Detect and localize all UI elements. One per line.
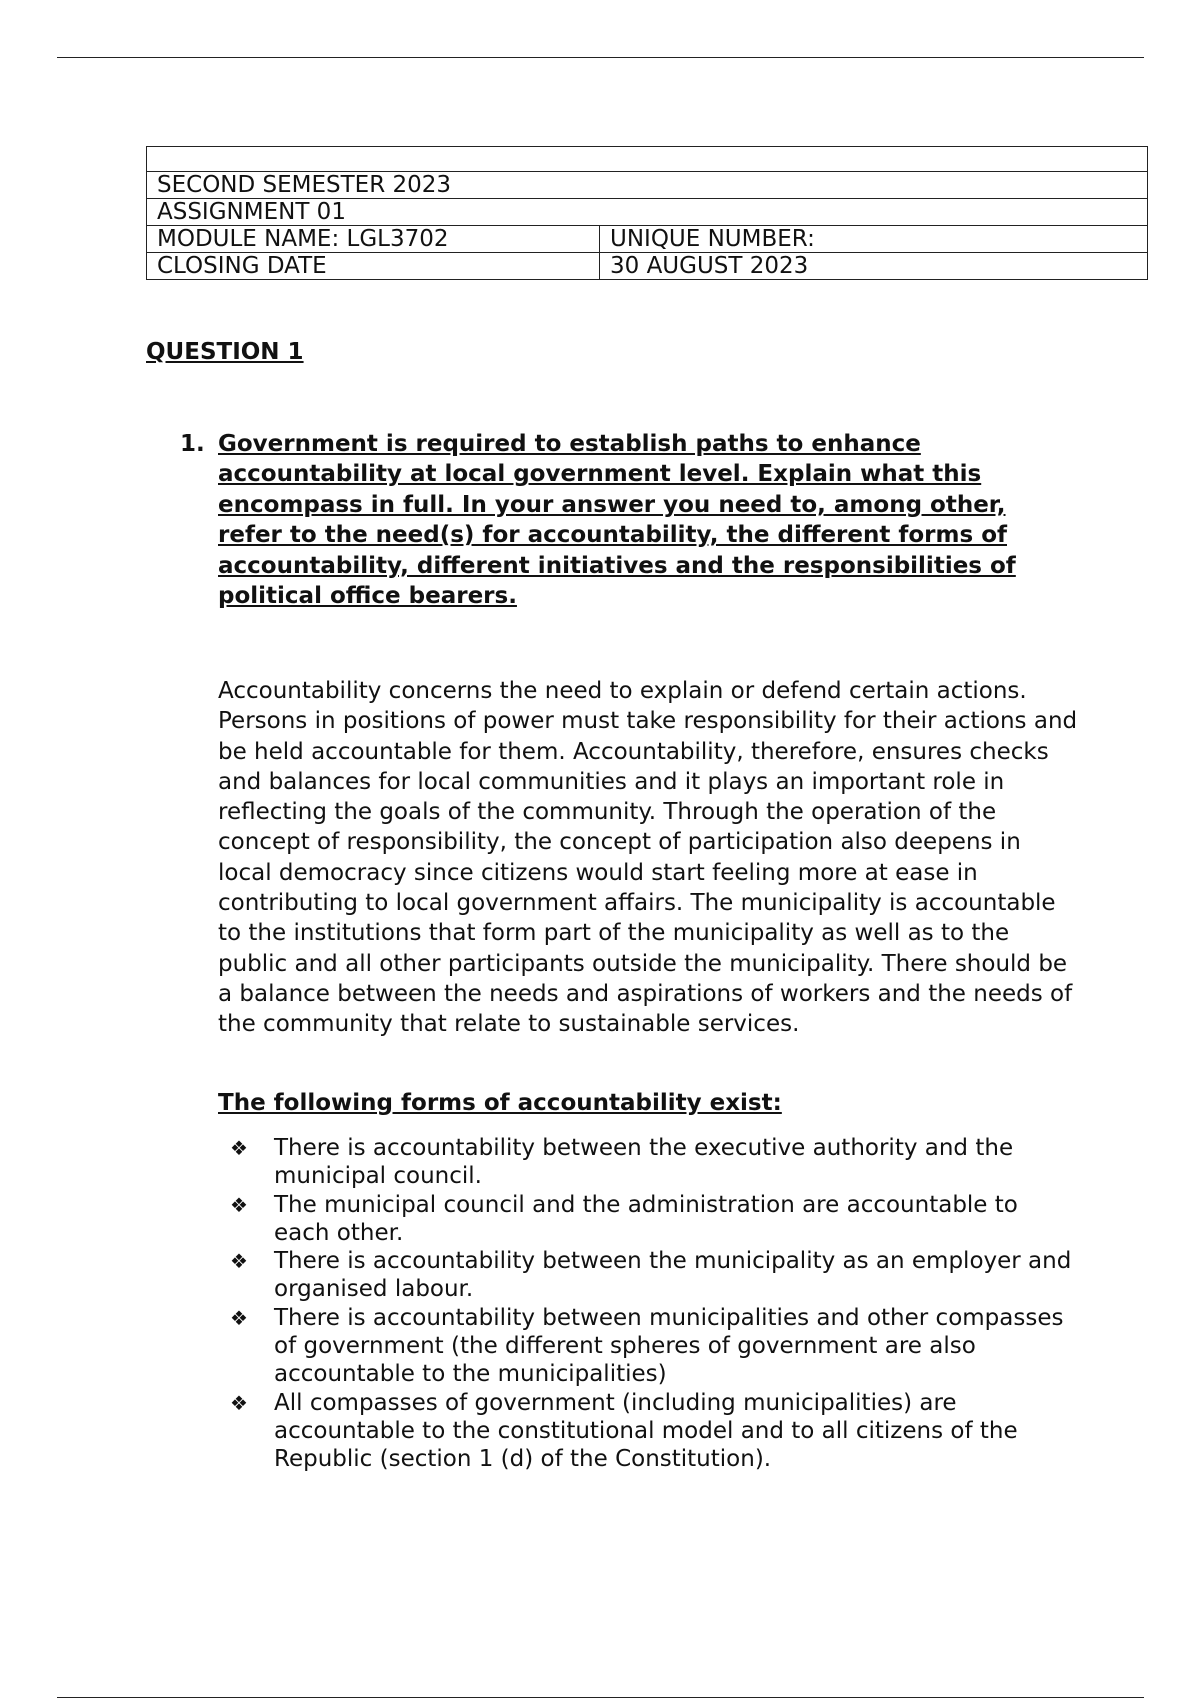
list-item-text: There is accountability between the executive authority and the municipal council. [274,1135,1014,1190]
assignment-cell: ASSIGNMENT 01 [147,199,1148,226]
question-text: Government is required to establish paths to enhance accountability at local government level. Explain what this encompass in full. In your answer you need to, among other, refer to the need(s) for accountability, the different forms of accountability, different initiatives and the responsibilities of political office bearers. [218,431,1016,610]
list-item-text: There is accountability between municipalities and other compasses of government (the different spheres of government are also accountable to the municipalities) [274,1304,1064,1388]
blank-cell [147,147,1148,172]
forms-heading: The following forms of accountability exist: [218,1090,782,1116]
diamond-bullet-icon: ❖ [230,1136,248,1160]
list-item-text: The municipal council and the administration are accountable to each other. [274,1191,1018,1246]
answer-paragraph: Accountability concerns the need to explain or defend certain actions. Persons in positions of power must take responsibility for their actions and be held accountable for them. Accountability, therefore, ensures checks and balances for local communities and it plays an important role in reflecting the goals of the community. Through the operation of the concept of responsibility, the concept of participation also deepens in local democracy since citizens would start feeling more at ease in contributing to local government affairs. The municipality is accountable to the institutions that form part of the municipality as well as to the public and all other participants outside the municipality. There should be a balance between the needs and aspirations of workers and the needs of the community that relate to sustainable services. [218,678,1078,1038]
table-row [147,199,1148,226]
diamond-bullet-icon: ❖ [230,1390,248,1415]
list-item [230,1247,1080,1304]
question-heading: QUESTION 1 [146,339,304,365]
table-row [147,226,1148,253]
list-item [230,1304,1080,1389]
footer-rule [57,1697,1144,1698]
list-item [230,1134,1080,1191]
semester-cell: SECOND SEMESTER 2023 [147,172,1148,199]
diamond-bullet-icon: ❖ [230,1249,248,1274]
table-row [147,253,1148,280]
question-number: 1. [180,431,205,457]
header-rule [57,57,1144,58]
list-item [230,1389,1080,1474]
table-row [147,172,1148,199]
module-name-cell: MODULE NAME: LGL3702 [147,226,600,253]
table-row-blank [147,147,1148,172]
list-item [230,1191,1080,1248]
closing-date-label-cell: CLOSING DATE [147,253,600,280]
assignment-info-table [146,146,1148,280]
list-item-text: There is accountability between the municipality as an employer and organised labour. [274,1248,1072,1303]
unique-number-cell: UNIQUE NUMBER: [600,226,1148,253]
closing-date-value-cell: 30 AUGUST 2023 [600,253,1148,280]
accountability-forms-list [230,1134,1080,1474]
list-item-text: All compasses of government (including municipalities) are accountable to the constitutional model and to all citizens of the Republic (section 1 (d) of the Constitution). [274,1389,1018,1473]
diamond-bullet-icon: ❖ [230,1192,248,1217]
diamond-bullet-icon: ❖ [230,1305,248,1330]
